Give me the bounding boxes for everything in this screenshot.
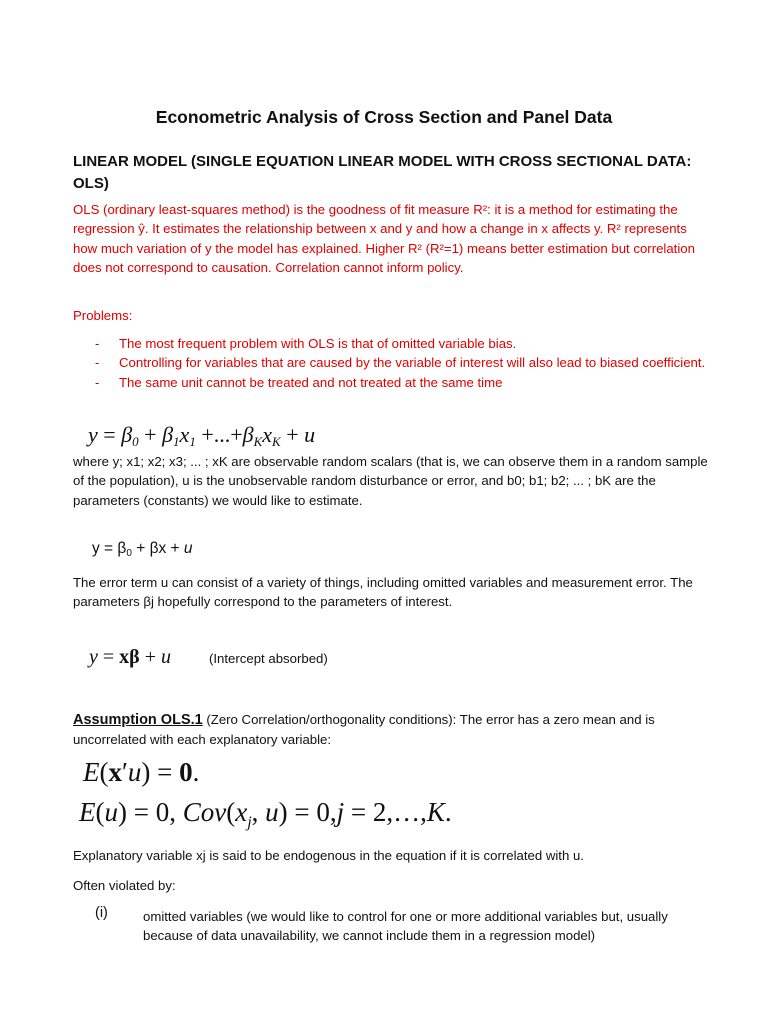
often-violated-label: Often violated by:	[73, 878, 176, 893]
where-paragraph: where y; x1; x2; x3; ... ; xK are observable random scalars (that is, we can observe them in a random sample of the population), u is the unobservable random disturbance or error, and b0; b1; b2; ... ; bK are the parameters (constants) we would like to estimate.	[73, 454, 708, 508]
document-title: Econometric Analysis of Cross Section and Panel Data	[155, 107, 613, 127]
simple-regression-equation: $y = \beta_0 + \beta x + u$	[92, 540, 193, 559]
assumption-ols1	[73, 710, 713, 750]
bullet-dash: -	[95, 374, 100, 390]
section-heading: LINEAR MODEL (SINGLE EQUATION LINEAR MODEL WITH CROSS SECTIONAL DATA: OLS)	[73, 153, 692, 192]
bullet-dash: -	[95, 336, 100, 351]
bullet-dash: -	[95, 355, 100, 371]
problem-item	[95, 334, 715, 353]
ols-paragraph: OLS (ordinary least-squares method) is the goodness of fit measure R²: it is a method for estimating the regression ŷ. It estimates the relationship between x and y and how a change in x affects y. R² represents how much variation of y the model has explained. Higher R² (R²=1) means better estimation but correlation does not correspond to causation. Correlation cannot inform policy.	[73, 202, 695, 275]
assumption-label: Assumption OLS.1	[73, 712, 203, 728]
endogenous-paragraph: Explanatory variable xj is said to be endogenous in the equation if it is correlated with u.	[73, 848, 584, 863]
error-term-paragraph: The error term u can consist of a variety of things, including omitted variables and measurement error. The parameters βj hopefully correspond to the parameters of interest.	[73, 575, 693, 610]
zero-mean-equation: E(u) = 0, $Cov(x_j$, u) = 0,j = 2,…,K.	[79, 797, 452, 831]
problem-text: The same unit cannot be treated and not treated at the same time	[119, 374, 503, 390]
problems-list	[95, 334, 715, 392]
linear-model-equation: $y = \beta_0 + \beta_1x_1 +...+\beta_Kx_K + u$	[88, 422, 316, 449]
problem-item	[95, 353, 715, 372]
orthogonality-equation: E(x′u) = 0.	[83, 757, 200, 787]
intercept-note: (Intercept absorbed)	[209, 651, 328, 666]
list-marker: (i)	[95, 905, 108, 921]
assumption-text: (Zero Correlation/orthogonality conditions): The error has a zero mean and is uncorrelated with each explanatory variable:	[73, 712, 655, 748]
matrix-form-equation: y = xβ + u	[89, 646, 171, 668]
omitted-variables-item: omitted variables (we would like to control for one or more additional variables but, usually because of data unavailability, we cannot include them in a regression model)	[143, 909, 668, 944]
problem-text: Controlling for variables that are caused by the variable of interest will also lead to biased coefficient.	[119, 355, 706, 371]
problem-text: The most frequent problem with OLS is that of omitted variable bias.	[119, 336, 517, 351]
problem-item	[95, 373, 715, 392]
problems-label: Problems:	[73, 308, 133, 323]
